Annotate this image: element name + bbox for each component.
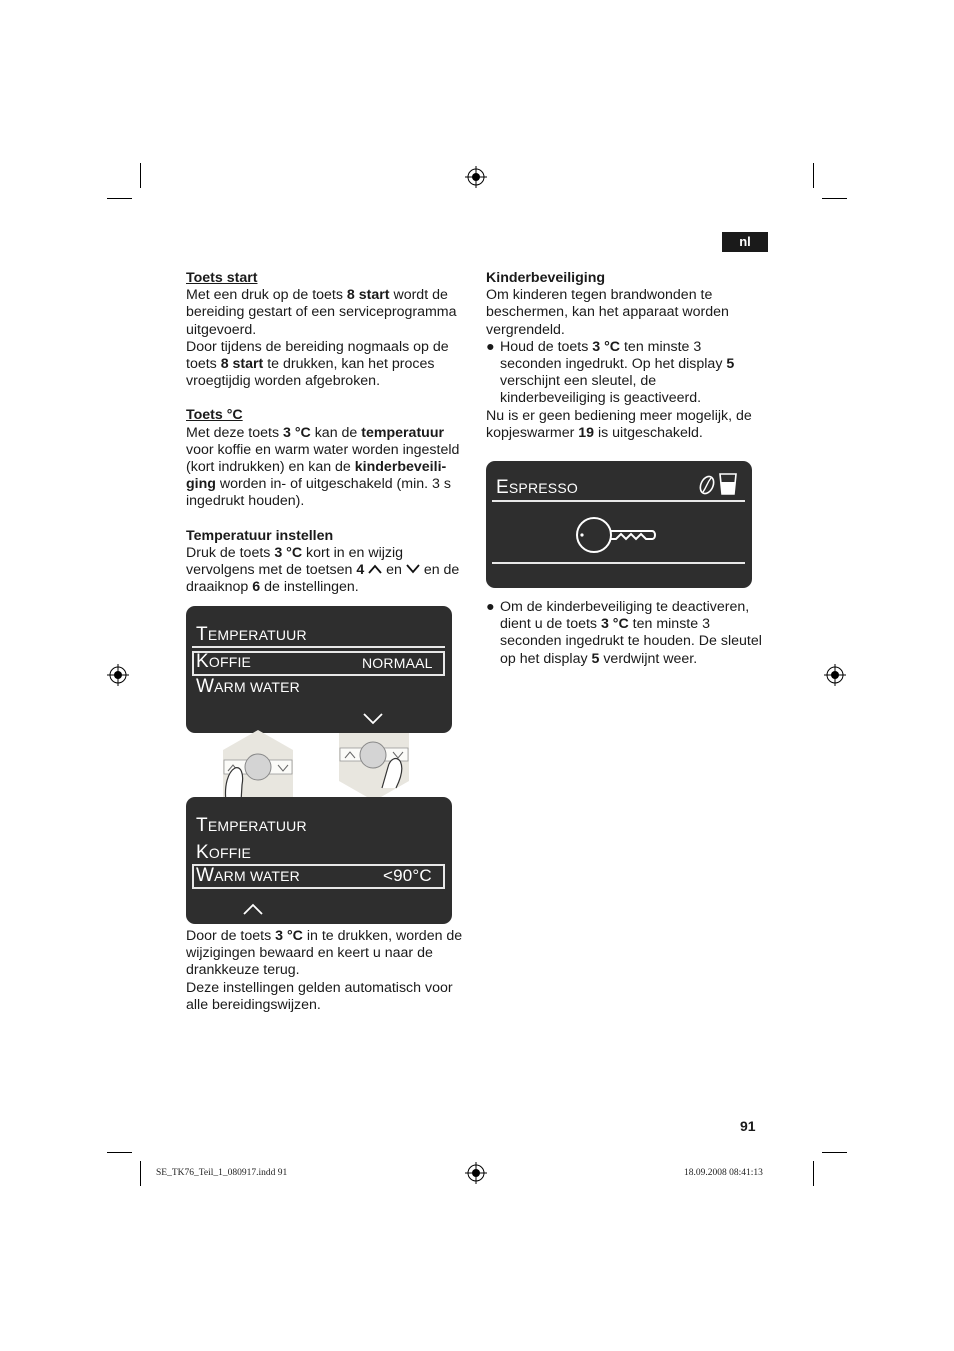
paragraph: (kort indrukken) en kan de kinderbeveili- (186, 459, 447, 476)
list-item: ● Houd de toets 3 °C ten minste 3 seconden ingedrukt. Op het display 5 verschijnt een sleutel, de kinderbeveiliging is geactiveerd. (486, 338, 735, 407)
bullet: ● (486, 599, 495, 615)
heading-temperatuur-instellen: Temperatuur instellen (186, 527, 334, 544)
chevron-down-icon (406, 564, 420, 574)
display-temperature-coffee (186, 606, 452, 733)
paragraph: Om kinderen tegen brandwonden te (486, 287, 713, 304)
crop-mark (822, 1152, 847, 1153)
paragraph: drankkeuze terug. (186, 962, 300, 979)
coffee-bean-cup-icon (698, 469, 744, 499)
display-row-koffie: KOFFIE (196, 842, 252, 863)
paragraph: ingedrukt houden). (186, 493, 305, 510)
divider (192, 646, 445, 648)
paragraph: alle bereidingswijzen. (186, 996, 321, 1013)
display-value-temperature: <90°C (383, 866, 432, 885)
paragraph: voor koffie en warm water worden ingesteld (186, 441, 460, 458)
crop-mark (140, 163, 141, 188)
crop-mark (822, 198, 847, 199)
registration-mark-icon (107, 664, 129, 686)
crop-mark (107, 1152, 132, 1153)
language-tag: nl (722, 232, 768, 252)
heading-kinderbeveiliging: Kinderbeveiliging (486, 270, 606, 286)
paragraph: vervolgens met de toetsen 4 en en de (186, 562, 460, 579)
chevron-down-icon (362, 712, 384, 726)
paragraph: Door tijdens de bereiding nogmaals op de (186, 338, 449, 355)
display-row-koffie: KOFFIE (196, 651, 252, 672)
footer-timestamp: 18.09.2008 08:41:13 (684, 1168, 763, 1178)
crop-mark (107, 198, 132, 199)
chevron-up-icon (368, 564, 382, 574)
crop-mark (813, 1161, 814, 1186)
left-column-text (186, 270, 471, 596)
paragraph: vergrendeld. (486, 321, 565, 338)
right-column-text (486, 270, 771, 442)
paragraph: Nu is er geen bediening meer mogelijk, de (486, 407, 752, 424)
rotary-knob-down-illustration (338, 733, 410, 801)
registration-mark-icon (465, 166, 487, 188)
page-number: 91 (740, 1118, 756, 1134)
paragraph: Met deze toets 3 °C kan de temperatuur (186, 424, 445, 441)
display-title: ESPRESSO (496, 477, 578, 498)
divider (492, 562, 745, 564)
paragraph: bereiding gestart of een serviceprogramma (186, 304, 457, 321)
display-title: TEMPERATUUR (196, 815, 307, 836)
display-temperature-water (186, 797, 452, 924)
paragraph: uitgevoerd. (186, 321, 257, 338)
display-title: TEMPERATUUR (196, 624, 307, 645)
bullet: ● (486, 338, 495, 355)
rotary-knob-up-illustration (221, 730, 295, 802)
registration-mark-icon (465, 1162, 487, 1184)
left-column-bottom-text (186, 928, 471, 1014)
display-row-warm-water: WARM WATER (196, 865, 300, 886)
paragraph: wijzigingen bewaard en keert u naar de (186, 945, 433, 962)
key-icon (574, 515, 658, 555)
footer-file: SE_TK76_Teil_1_080917.indd 91 (156, 1168, 288, 1178)
display-child-lock (486, 461, 752, 588)
chevron-up-icon (242, 902, 264, 916)
paragraph: draaiknop 6 de instellingen. (186, 579, 359, 596)
heading-toets-temp: Toets °C (186, 407, 243, 424)
heading-toets-start: Toets start (186, 270, 258, 286)
divider (492, 500, 745, 502)
paragraph: Druk de toets 3 °C kort in en wijzig (186, 544, 404, 561)
paragraph: Door de toets 3 °C in te drukken, worden de (186, 928, 463, 944)
paragraph: toets 8 start te drukken, kan het proces (186, 356, 435, 373)
paragraph: kopjeswarmer 19 is uitgeschakeld. (486, 424, 703, 441)
paragraph: beschermen, kan het apparaat worden (486, 304, 729, 321)
crop-mark (813, 163, 814, 188)
display-value-normaal: NORMAAL (362, 655, 433, 671)
paragraph: Deze instellingen gelden automatisch voor (186, 979, 453, 996)
list-item: ● Om de kinderbeveiliging te deactiveren, dient u de toets 3 °C ten minste 3 seconden ingedrukt te houden. De sleutel op het display 5 verdwijnt weer. (486, 599, 762, 667)
registration-mark-icon (824, 664, 846, 686)
paragraph: Met een druk op de toets 8 start wordt de (186, 287, 448, 304)
crop-mark (140, 1161, 141, 1186)
paragraph: ging worden in- of uitgeschakeld (min. 3 s (186, 476, 451, 493)
right-column-bottom-text (486, 599, 776, 668)
display-row-warm-water: WARM WATER (196, 676, 300, 697)
paragraph: vroegtijdig worden afgebroken. (186, 373, 381, 390)
